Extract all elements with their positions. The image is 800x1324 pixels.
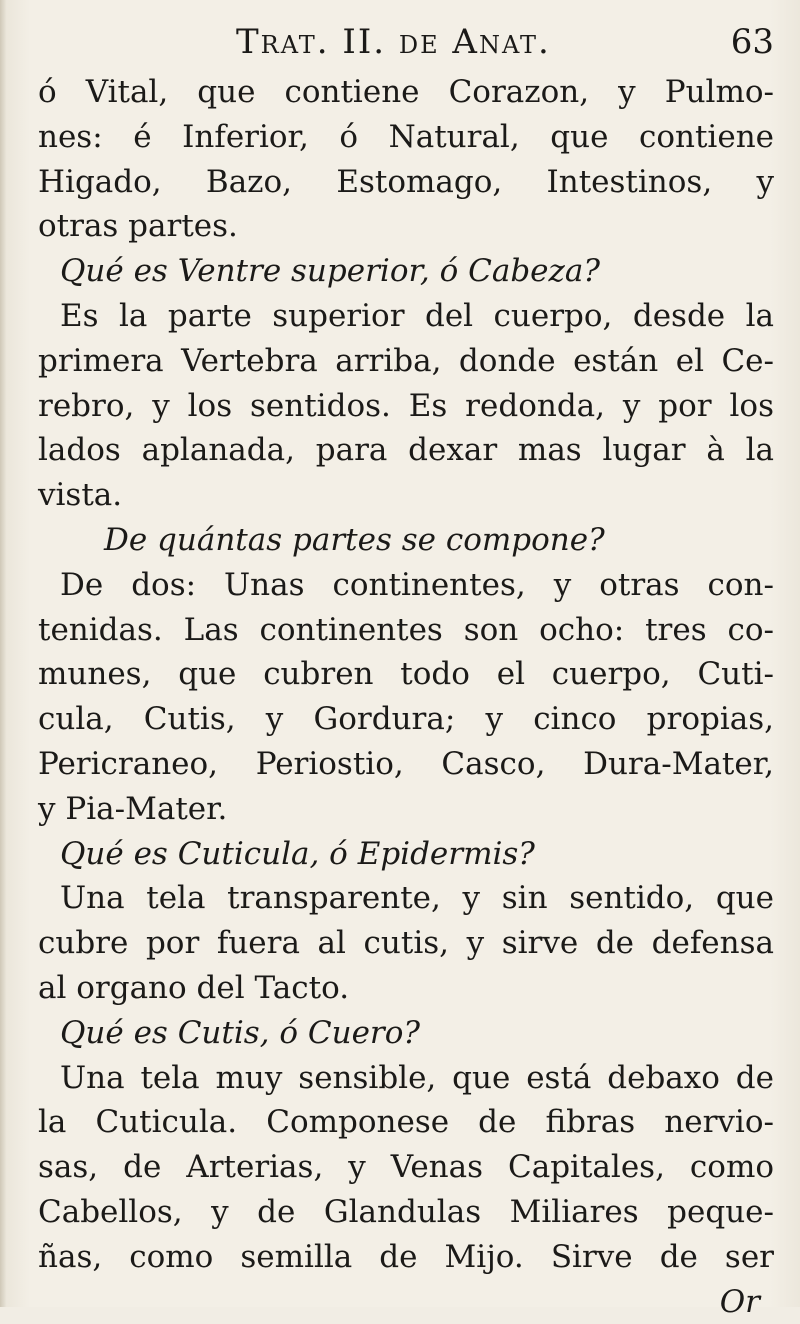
question-heading: Qué es Ventre superior, ó Cabeza? xyxy=(60,253,600,290)
text-line: ñas, como semilla de Mijo. Sirve de ser xyxy=(38,1238,774,1275)
page-number: 63 xyxy=(730,22,774,62)
text-line: primera Vertebra arriba, donde están el Ce- xyxy=(38,342,774,379)
question-heading: Qué es Cuticula, ó Epidermis? xyxy=(60,835,535,872)
question-heading: Qué es Cutis, ó Cuero? xyxy=(60,1014,421,1051)
text-line: Es la parte superior del cuerpo, desde la xyxy=(60,297,774,334)
text-line: otras partes. xyxy=(38,208,238,245)
text-line: Higado, Bazo, Estomago, Intestinos, y xyxy=(38,163,774,200)
text-line: Una tela transparente, y sin sentido, que xyxy=(60,880,774,917)
text-line: Una tela muy sensible, que está debaxo de xyxy=(60,1059,774,1096)
page-spine-shadow xyxy=(0,0,6,1307)
text-line: lados aplanada, para dexar mas lugar à la xyxy=(38,432,774,469)
body-text xyxy=(38,70,774,1324)
text-line: ó Vital, que contiene Corazon, y Pulmo- xyxy=(38,74,774,110)
text-line: De dos: Unas continentes, y otras con- xyxy=(60,566,774,603)
text-line: al organo del Tacto. xyxy=(38,969,350,1006)
text-line: cula, Cutis, y Gordura; y cinco propias, xyxy=(38,701,774,738)
text-line: Cabellos, y de Glandulas Miliares peque- xyxy=(38,1193,774,1230)
running-head: Trat. II. de Anat. xyxy=(236,22,551,62)
text-line: y Pia-Mater. xyxy=(38,790,228,827)
text-line: vista. xyxy=(38,477,123,514)
text-line: cubre por fuera al cutis, y sirve de defensa xyxy=(38,925,774,962)
text-line: Pericraneo, Periostio, Casco, Dura-Mater, xyxy=(38,745,774,782)
question-heading: De quántas partes se compone? xyxy=(104,521,605,558)
page-header xyxy=(40,18,780,68)
text-line: la Cuticula. Componese de fibras nervio- xyxy=(38,1104,774,1141)
catchword: Or xyxy=(719,1283,760,1320)
text-line: tenidas. Las continentes son ocho: tres co- xyxy=(38,611,774,648)
text-line: munes, que cubren todo el cuerpo, Cuti- xyxy=(38,656,774,693)
text-line: rebro, y los sentidos. Es redonda, y por los xyxy=(38,387,774,424)
text-line: sas, de Arterias, y Venas Capitales, como xyxy=(38,1149,774,1186)
text-line: nes: é Inferior, ó Natural, que contiene xyxy=(38,118,774,155)
